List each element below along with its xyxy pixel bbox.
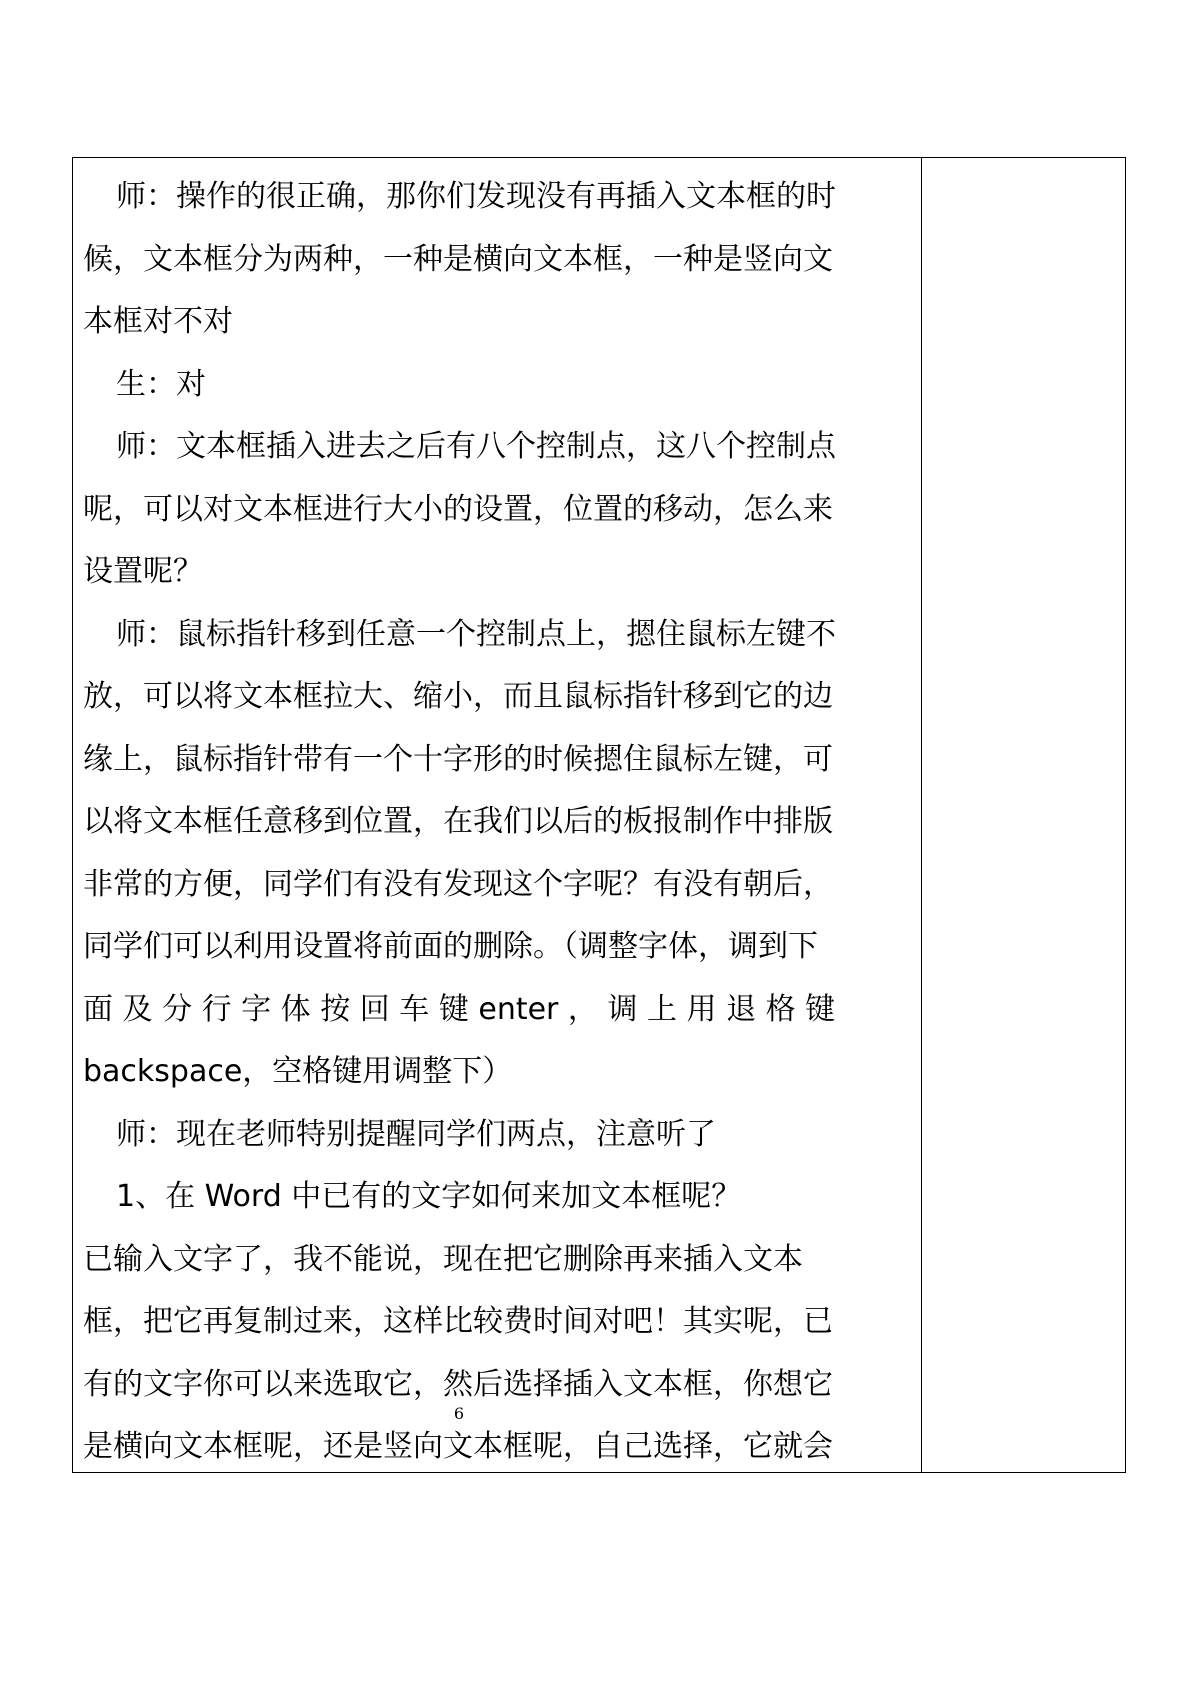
text-line: 有的文字你可以来选取它，然后选择插入文本框，你想它: [83, 1366, 833, 1402]
text-line: 是横向文本框呢，还是竖向文本框呢，自己选择，它就会: [83, 1429, 833, 1464]
text-line: 非常的方便，同学们有没有发现这个字呢？有没有朝后，: [83, 866, 833, 902]
text-line: 放，可以将文本框拉大、缩小，而且鼠标指针移到它的边: [83, 679, 833, 714]
text-line: 缘上，鼠标指针带有一个十字形的时候摁住鼠标左键，可: [83, 741, 833, 777]
text-line: 师：文本框插入进去之后有八个控制点，这八个控制点: [116, 429, 836, 464]
lesson-content-cell: [73, 158, 922, 1472]
text-line: 框，把它再复制过来，这样比较费时间对吧！其实呢，已: [83, 1304, 833, 1339]
text-line: backspace，空格键用调整下）: [83, 1054, 513, 1089]
text-line: 候，文本框分为两种，一种是横向文本框，一种是竖向文: [83, 241, 833, 277]
text-line: 师：鼠标指针移到任意一个控制点上，摁住鼠标左键不: [116, 616, 836, 652]
notes-cell: [922, 158, 1125, 1472]
text-line: 师：现在老师特别提醒同学们两点，注意听了: [116, 1116, 716, 1152]
text-line: 同学们可以利用设置将前面的删除。（调整字体，调到下: [83, 929, 818, 964]
text-line: 已输入文字了，我不能说，现在把它删除再来插入文本: [83, 1241, 803, 1277]
text-line: 生：对: [116, 366, 206, 402]
page-number: 6: [453, 1404, 465, 1423]
text-line: 呢，可以对文本框进行大小的设置，位置的移动，怎么来: [83, 491, 833, 527]
lesson-table: [72, 157, 1126, 1473]
text-line: 以将文本框任意移到位置，在我们以后的板报制作中排版: [83, 804, 833, 839]
text-line: 师：操作的很正确，那你们发现没有再插入文本框的时: [116, 179, 836, 214]
text-line: 1、在 Word 中已有的文字如何来加文本框呢？: [116, 1179, 742, 1214]
text-line: 面 及 分 行 字 体 按 回 车 键 enter ， 调 上 用 退 格 键: [83, 991, 836, 1027]
text-line: 设置呢？: [83, 554, 203, 589]
text-line: 本框对不对: [83, 304, 233, 339]
